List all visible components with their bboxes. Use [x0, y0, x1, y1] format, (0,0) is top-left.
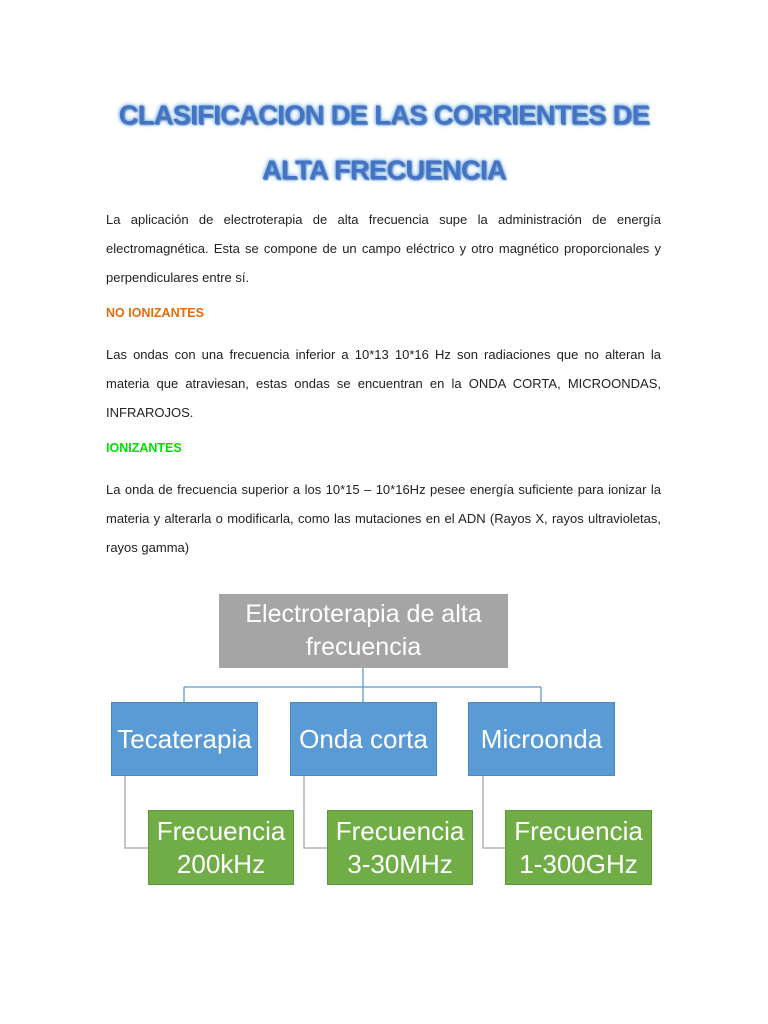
microonda-frequency-line-1: Frecuencia [514, 815, 643, 846]
diagram-root-node [219, 594, 508, 668]
onda-corta-frequency-line-1: Frecuencia [335, 815, 465, 846]
node-microonda [468, 702, 615, 776]
connector-microonda-detail [483, 776, 505, 848]
intro-paragraph: La aplicación de electroterapia de alta frecuencia supe la administración de energía electromagnética. Esta se compone de un campo eléctrico y otro magnético proporcionales y perpendiculares entre sí. [106, 212, 661, 285]
section-text-ionizantes: La onda de frecuencia superior a los 10*15 – 10*16Hz pesee energía suficiente para ionizar la materia y alterarla o modificarla, como las mutaciones en el ADN (Rayos X, rayos ultravioletas, rayos gamma) [106, 482, 661, 555]
root-node-line-2: frecuencia [305, 633, 422, 661]
tecaterapia-frequency-line-1: Frecuencia [156, 815, 286, 846]
document-title-line-1: CLASIFICACION DE LAS CORRIENTES DE [118, 100, 650, 130]
document-title-line-2: ALTA FRECUENCIA [262, 155, 506, 185]
section-heading-ionizantes: IONIZANTES [106, 441, 182, 455]
node-tecaterapia [111, 702, 258, 776]
section-heading-no-ionizantes: NO IONIZANTES [106, 306, 204, 320]
root-node-line-1: Electroterapia de alta [245, 600, 482, 628]
node-tecaterapia-frequency [148, 810, 294, 885]
connector-tecaterapia-detail [125, 776, 150, 848]
node-tecaterapia-label: Tecaterapia [117, 723, 252, 754]
node-onda-corta-label: Onda corta [299, 723, 428, 754]
node-microonda-label: Microonda [480, 723, 603, 754]
node-microonda-frequency [505, 810, 652, 885]
section-text-no-ionizantes: Las ondas con una frecuencia inferior a 10*13 10*16 Hz son radiaciones que no alteran la materia que atraviesan, estas ondas se encuentran en la ONDA CORTA, MICROONDAS, INFRAROJOS. [106, 347, 661, 420]
onda-corta-frequency-line-2: 3-30MHz [347, 848, 453, 879]
node-onda-corta [290, 702, 437, 776]
node-onda-corta-frequency [327, 810, 473, 885]
tecaterapia-frequency-line-2: 200kHz [176, 848, 266, 879]
connector-onda-corta-detail [304, 776, 327, 848]
microonda-frequency-line-2: 1-300GHz [519, 848, 638, 879]
